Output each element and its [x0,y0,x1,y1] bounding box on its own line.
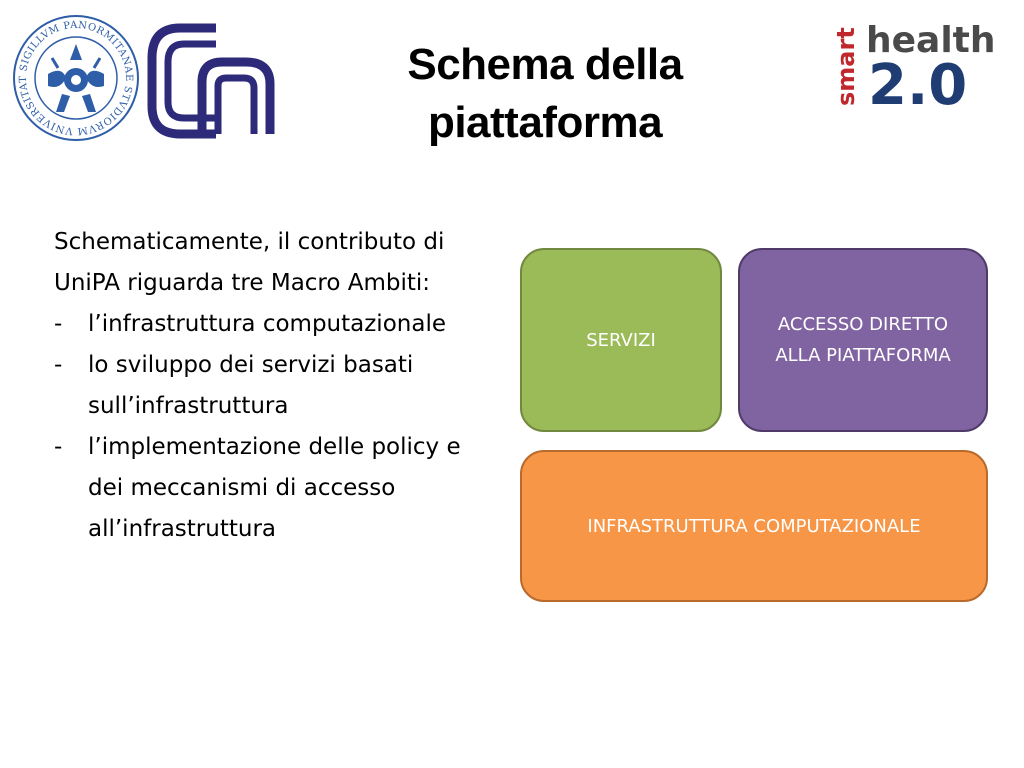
cnr-logo-icon [146,22,276,140]
health-word: health [866,20,996,61]
title-line-2: piattaforma [427,98,663,147]
infrastruttura-box [520,450,988,602]
bullet-list [54,304,484,550]
list-item: - l’implementazione delle policy e dei meccanismi di accesso all’infrastruttura [54,427,484,550]
intro-paragraph: Schematicamente, il contributo di UniPA riguarda tre Macro Ambiti: [54,229,445,296]
list-item: - lo sviluppo dei servizi basati sull’infrastruttura [54,345,484,427]
list-item: - l’infrastruttura computazionale [54,304,484,345]
smart-health-logo-icon [830,16,1014,110]
smart-health-logo [830,16,1014,110]
slide-title [300,36,790,152]
accesso-diretto-box [738,248,988,432]
body-text [54,222,484,550]
cnr-logo [146,22,276,140]
bullet-dash: - [54,352,63,378]
servizi-box [520,248,722,432]
accesso-diretto-label: ACCESSO DIRETTO ALLA PIATTAFORMA [775,314,951,366]
university-seal-icon [12,14,140,142]
title-line-1: Schema della [407,40,683,89]
smart-word: smart [832,27,860,106]
bullet-dash: - [54,434,63,460]
servizi-label: SERVIZI [586,329,656,351]
unipa-seal-logo [12,14,140,142]
seal-ring-text: SIGILLVM PANORMITANAE STVDIORVM VNIVERSITAT [17,19,135,137]
version-number: 2.0 [868,53,968,110]
bullet-dash: - [54,311,63,337]
infrastruttura-label: INFRASTRUTTURA COMPUTAZIONALE [587,515,921,537]
